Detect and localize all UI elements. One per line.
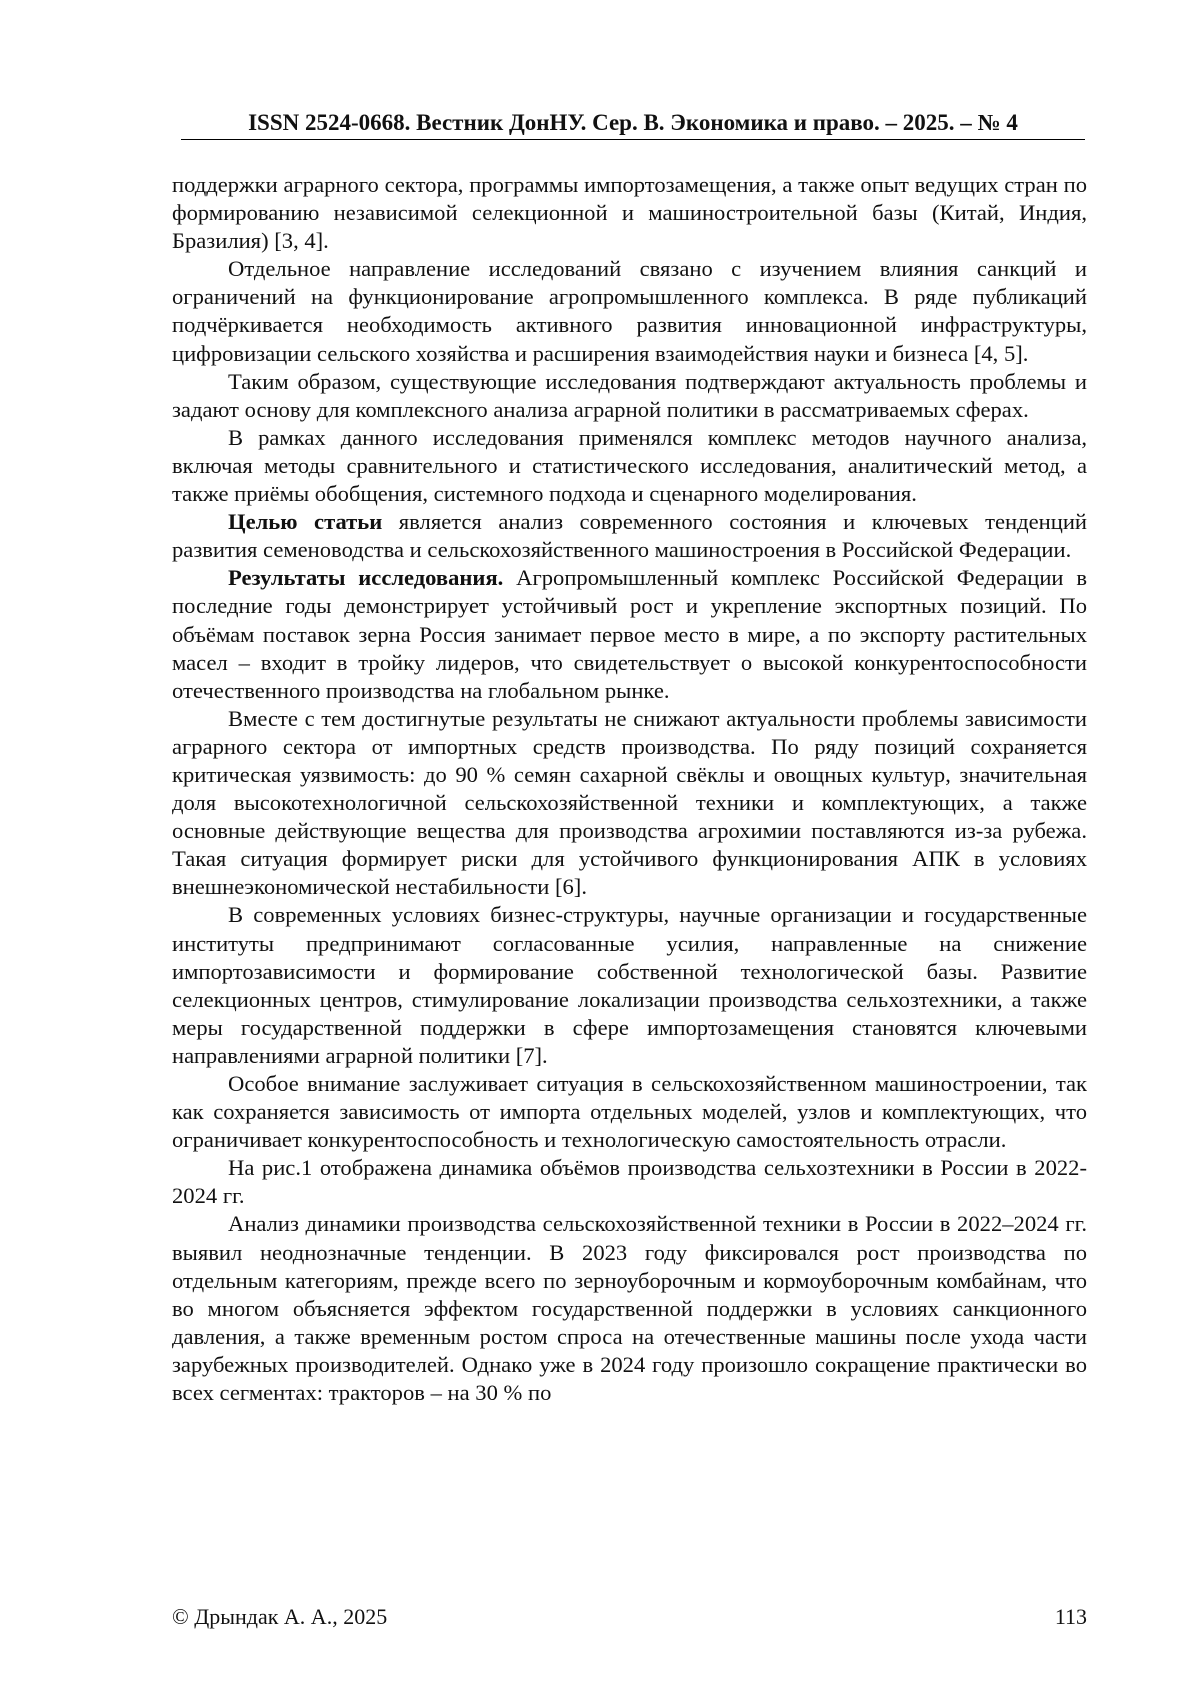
paragraph-9: Особое внимание заслуживает ситуация в сельскохозяйственном машиностроении, так как сохраняется зависимость от импорта отдельных моделей, узлов и комплектующих, что ограничивает конкурентоспособность и технологическую самостоятельность отрасли. [172, 1071, 1087, 1153]
paragraph-1: поддержки аграрного сектора, программы импортозамещения, а также опыт ведущих стран по формированию независимой селекционной и машиностроительной базы (Китай, Индия, Бразилия) [3, 4]. [172, 172, 1087, 254]
article-body [172, 171, 1087, 1407]
paragraph-6-lead: Результаты исследования. [228, 565, 504, 591]
paragraph-5-lead: Целью статьи [228, 509, 383, 535]
page-number: 113 [1054, 1604, 1087, 1629]
paragraph-5 [172, 508, 1087, 564]
paragraph-5-text: является анализ современного состояния и ключевых тенденций развития семеноводства и сельскохозяйственного машиностроения в Российской Федерации. [172, 509, 1087, 563]
paragraph-6 [172, 564, 1087, 704]
paragraph-10: На рис.1 отображена динамика объёмов производства сельхозтехники в России в 2022-2024 гг. [172, 1155, 1087, 1209]
paragraph-4: В рамках данного исследования применялся комплекс методов научного анализа, включая методы сравнительного и статистического исследования, аналитический метод, а также приёмы обобщения, системного подхода и сценарного моделирования. [172, 424, 1087, 507]
header-divider [181, 139, 1085, 140]
journal-header: ISSN 2524-0668. Вестник ДонНУ. Сер. В. Экономика и право. – 2025. – № 4 [248, 110, 1018, 135]
paragraph-3: Таким образом, существующие исследования подтверждают актуальность проблемы и задают основу для комплексного анализа аграрной политики в рассматриваемых сферах. [172, 368, 1087, 422]
paragraph-2: Отдельное направление исследований связано с изучением влияния санкций и ограничений на функционирование агропромышленного комплекса. В ряде публикаций подчёркивается необходимость активного развития инновационной инфраструктуры, цифровизации сельского хозяйства и расширения взаимодействия науки и бизнеса [4, 5]. [172, 256, 1087, 366]
paragraph-6-text: Агропромышленный комплекс Российской Федерации в последние годы демонстрирует устойчивый рост и укрепление экспортных позиций. По объёмам поставок зерна Россия занимает первое место в мире, а по экспорту растительных масел – входит в тройку лидеров, что свидетельствует о высокой конкурентоспособности отечественного производства на глобальном рынке. [172, 565, 1087, 703]
paragraph-7: Вместе с тем достигнутые результаты не снижают актуальности проблемы зависимости аграрного сектора от импортных средств производства. По ряду позиций сохраняется критическая уязвимость: до 90 % семян сахарной свёклы и овощных культур, значительная доля высокотехнологичной сельскохозяйственной техники и комплектующих, а также основные действующие вещества для производства агрохимии поставляются из-за рубежа. Такая ситуация формирует риски для устойчивого функционирования АПК в условиях внешнеэкономической нестабильности [6]. [172, 705, 1087, 900]
copyright-notice: © Дрындак А. А., 2025 [172, 1604, 388, 1629]
paragraph-11: Анализ динамики производства сельскохозяйственной техники в России в 2022–2024 гг. выявил неоднозначные тенденции. В 2023 году фиксировался рост производства по отдельным категориям, прежде всего по зерноуборочным и кормоуборочным комбайнам, что во многом объясняется эффектом государственной поддержки в условиях санкционного давления, а также временным ростом спроса на отечественные машины после ухода части зарубежных производителей. Однако уже в 2024 году произошло сокращение практически во всех сегментах: тракторов – на 30 % по [172, 1211, 1087, 1406]
paragraph-8: В современных условиях бизнес-структуры, научные организации и государственные институты предпринимают согласованные усилия, направленные на снижение импортозависимости и формирование собственной технологической базы. Развитие селекционных центров, стимулирование локализации производства сельхозтехники, а также меры государственной поддержки в сфере импортозамещения становятся ключевыми направлениями аграрной политики [7]. [172, 902, 1087, 1068]
